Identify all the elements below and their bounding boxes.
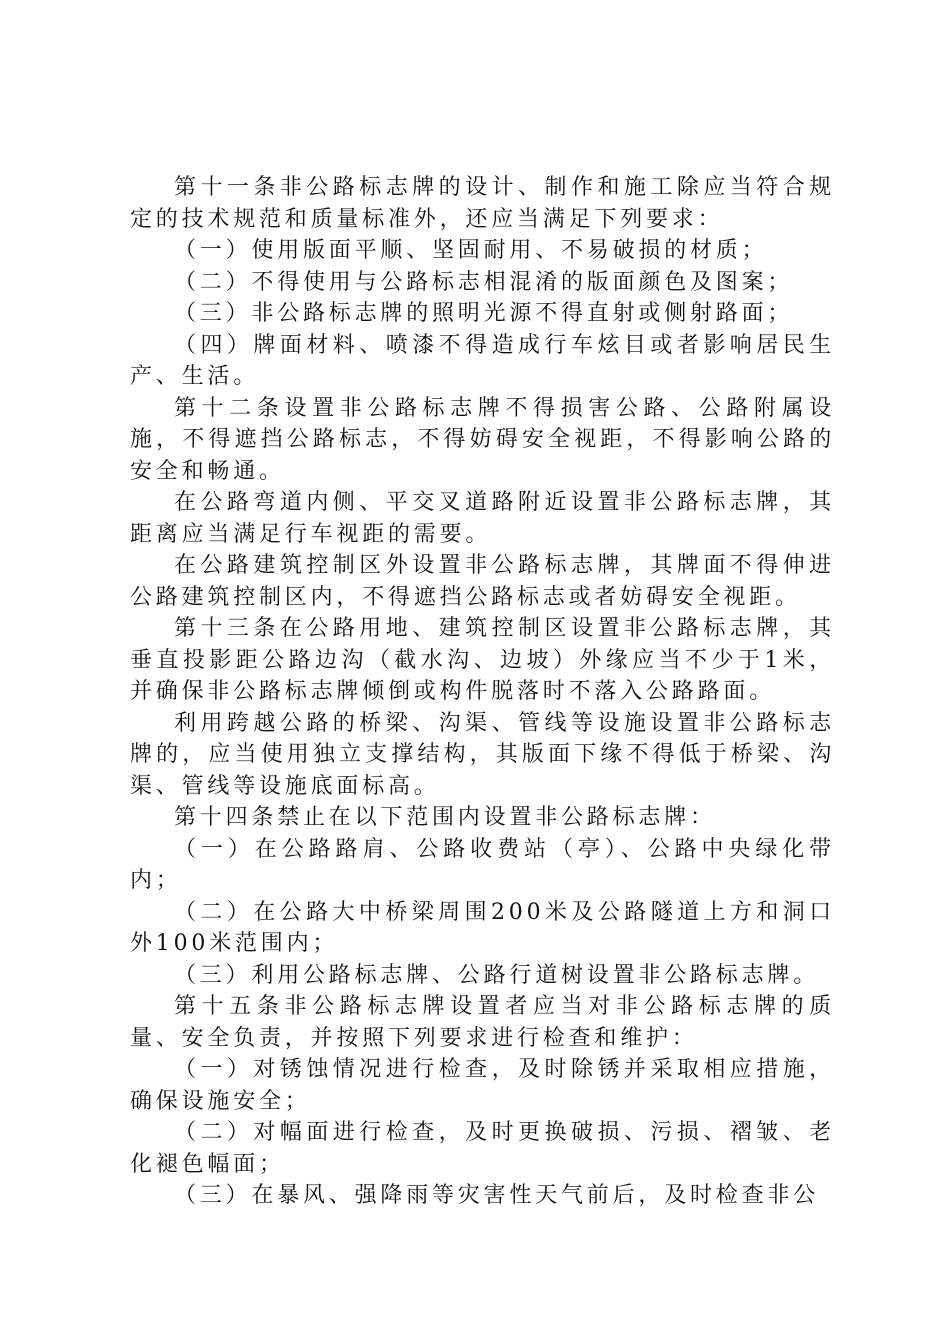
paragraph-curve-requirement: 在公路弯道内侧、平交叉道路附近设置非公路标志牌，其距离应当满足行车视距的需要。 [130,490,835,547]
paragraph-item-4: （四）牌面材料、喷漆不得造成行车炫目或者影响居民生产、生活。 [130,332,835,389]
paragraph-item-1: （一）使用版面平顺、坚固耐用、不易破损的材质； [174,238,768,263]
paragraph-article-12: 第十二条设置非公路标志牌不得损害公路、公路附属设施，不得遮挡公路标志，不得妨碍安全视距，不得影响公路的安全和畅通。 [130,395,835,484]
paragraph-article-13: 第十三条在公路用地、建筑控制区设置非公路标志牌，其垂直投影距公路边沟（截水沟、边坡）外缘应当不少于1米，并确保非公路标志牌倾倒或构件脱落时不落入公路路面。 [130,616,835,704]
paragraph-article-11: 第十一条非公路标志牌的设计、制作和施工除应当符合规定的技术规范和质量标准外，还应当满足下列要求： [130,175,835,232]
paragraph-prohibition-3: （三）利用公路标志牌、公路行道树设置非公路标志牌。 [174,962,820,988]
paragraph-prohibition-2: （二）在公路大中桥梁周围200米及公路隧道上方和洞口外100米范围内； [130,899,835,956]
paragraph-maintenance-2: （二）对幅面进行检查，及时更换破损、污损、褶皱、老化褪色幅面； [130,1120,835,1177]
paragraph-bridge-structure: 利用跨越公路的桥梁、沟渠、管线等设施设置非公路标志牌的，应当使用独立支撑结构，其版面下缘不得低于桥梁、沟渠、管线等设施底面标高。 [130,710,835,799]
paragraph-item-2: （二）不得使用与公路标志相混淆的版面颜色及图案； [174,269,794,295]
paragraph-maintenance-3: （三）在暴风、强降雨等灾害性天气前后，及时检查非公 [174,1183,820,1208]
paragraph-maintenance-1: （一）对锈蚀情况进行检查，及时除锈并采取相应措施，确保设施安全； [130,1057,835,1114]
paragraph-article-15: 第十五条非公路标志牌设置者应当对非公路标志牌的质量、安全负责，并按照下列要求进行检查和维护： [130,994,835,1051]
paragraph-control-zone-requirement: 在公路建筑控制区外设置非公路标志牌，其牌面不得伸进公路建筑控制区内，不得遮挡公路标志或者妨碍安全视距。 [130,553,835,610]
paragraph-item-3: （三）非公路标志牌的照明光源不得直射或侧射路面； [174,301,794,326]
paragraph-prohibition-1: （一）在公路路肩、公路收费站（亭）、公路中央绿化带内； [130,836,835,893]
paragraph-article-14: 第十四条禁止在以下范围内设置非公路标志牌： [174,805,716,830]
document-body [130,172,835,1212]
